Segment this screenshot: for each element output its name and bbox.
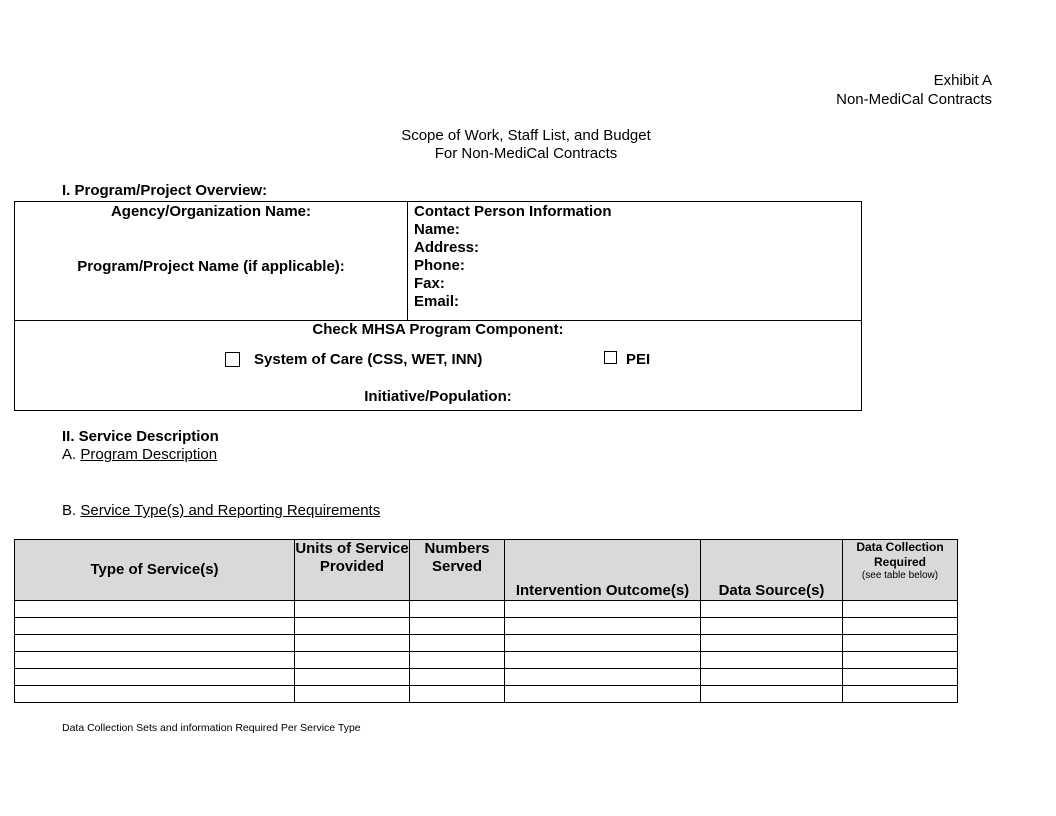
exhibit-header <box>836 71 992 109</box>
table-cell[interactable] <box>295 635 410 652</box>
contact-phone-label: Phone: <box>414 257 465 274</box>
overview-top-row <box>15 202 861 321</box>
table-row <box>15 669 958 686</box>
table-cell[interactable] <box>410 635 505 652</box>
agency-name-label: Agency/Organization Name: <box>110 203 312 220</box>
table-cell[interactable] <box>505 686 701 703</box>
pei-checkbox[interactable] <box>604 351 617 364</box>
table-cell[interactable] <box>701 601 843 618</box>
col-intervention-outcomes: Intervention Outcome(s) <box>505 540 701 601</box>
table-cell[interactable] <box>701 618 843 635</box>
data-collection-note: (see table below) <box>861 570 939 581</box>
col-data-collection-required <box>843 540 958 601</box>
initiative-population-label: Initiative/Population: <box>364 388 512 405</box>
contract-type-label: Non-MediCal Contracts <box>836 91 992 108</box>
contact-info-cell <box>414 203 612 311</box>
document-title <box>0 127 1052 163</box>
table-cell[interactable] <box>505 669 701 686</box>
col-units-of-service: Units of Service Provided <box>295 540 410 601</box>
contact-fax-label: Fax: <box>414 275 445 292</box>
contact-email-label: Email: <box>414 293 460 310</box>
table-cell[interactable] <box>15 601 295 618</box>
table-cell[interactable] <box>843 618 958 635</box>
contact-address-label: Address: <box>414 239 480 256</box>
program-description-label: Program Description <box>80 446 218 463</box>
program-description-prefix: A. <box>62 446 77 463</box>
table-cell[interactable] <box>15 635 295 652</box>
table-cell[interactable] <box>701 652 843 669</box>
program-overview-box <box>14 201 862 411</box>
table-cell[interactable] <box>505 618 701 635</box>
data-collection-required-label: Data Collection Required <box>856 540 944 569</box>
service-types-label: Service Type(s) and Reporting Requirements <box>80 502 381 519</box>
agency-program-cell <box>15 202 408 320</box>
component-heading: Check MHSA Program Component: <box>312 321 564 338</box>
table-cell[interactable] <box>295 669 410 686</box>
table-row <box>15 635 958 652</box>
table-row <box>15 618 958 635</box>
service-types-heading <box>62 502 380 520</box>
table-cell[interactable] <box>410 618 505 635</box>
table-cell[interactable] <box>843 686 958 703</box>
section-2-heading: II. Service Description <box>62 428 219 445</box>
table-cell[interactable] <box>701 669 843 686</box>
table-row <box>15 601 958 618</box>
table-cell[interactable] <box>843 652 958 669</box>
system-of-care-checkbox[interactable] <box>225 352 240 367</box>
table-cell[interactable] <box>505 601 701 618</box>
table-cell[interactable] <box>295 652 410 669</box>
col-numbers-served: Numbers Served <box>410 540 505 601</box>
table-cell[interactable] <box>701 686 843 703</box>
table-cell[interactable] <box>15 652 295 669</box>
section-1-heading: I. Program/Project Overview: <box>62 182 268 199</box>
service-type-table <box>14 539 958 703</box>
table-row <box>15 686 958 703</box>
title-line-2: For Non-MediCal Contracts <box>434 145 618 162</box>
table-cell[interactable] <box>410 686 505 703</box>
table-row <box>15 652 958 669</box>
table-cell[interactable] <box>410 601 505 618</box>
table-cell[interactable] <box>15 618 295 635</box>
program-description-heading <box>62 446 217 464</box>
table-cell[interactable] <box>295 601 410 618</box>
exhibit-label: Exhibit A <box>933 72 992 89</box>
footnote: Data Collection Sets and information Required Per Service Type <box>62 722 361 734</box>
table-header-row <box>15 540 958 601</box>
program-name-label: Program/Project Name (if applicable): <box>77 258 345 275</box>
table-cell[interactable] <box>843 669 958 686</box>
service-types-prefix: B. <box>62 502 77 519</box>
col-type-of-service: Type of Service(s) <box>15 540 295 601</box>
table-cell[interactable] <box>295 618 410 635</box>
system-of-care-label: System of Care (CSS, WET, INN) <box>254 351 483 368</box>
pei-label: PEI <box>626 351 651 368</box>
table-cell[interactable] <box>505 652 701 669</box>
table-cell[interactable] <box>15 686 295 703</box>
table-cell[interactable] <box>505 635 701 652</box>
table-cell[interactable] <box>295 686 410 703</box>
table-cell[interactable] <box>410 669 505 686</box>
table-cell[interactable] <box>843 635 958 652</box>
table-cell[interactable] <box>843 601 958 618</box>
table-cell[interactable] <box>701 635 843 652</box>
table-cell[interactable] <box>410 652 505 669</box>
contact-name-label: Name: <box>414 221 460 238</box>
contact-heading: Contact Person Information <box>414 203 612 220</box>
table-cell[interactable] <box>15 669 295 686</box>
title-line-1: Scope of Work, Staff List, and Budget <box>401 127 651 144</box>
col-data-sources: Data Source(s) <box>701 540 843 601</box>
